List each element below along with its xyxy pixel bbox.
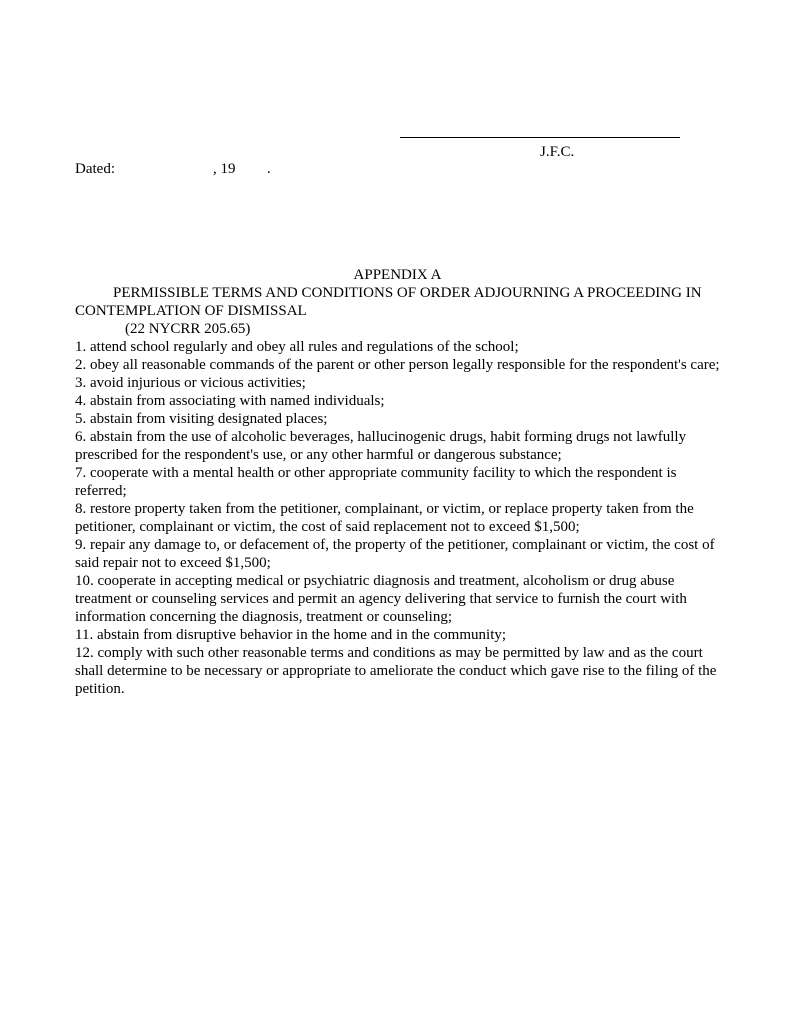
appendix-title: APPENDIX A: [353, 267, 442, 283]
list-item: 11. abstain from disruptive behavior in the home and in the community;: [75, 627, 507, 643]
list-item: 10. cooperate in accepting medical or psychiatric diagnosis and treatment, alcoholism or drug abuse treatment or counseling services and permit an agency delivering that service to furnish the court with information concerning the diagnosis, treatment or counseling;: [75, 573, 687, 625]
list-item: 7. cooperate with a mental health or other appropriate community facility to which the respondent is referred;: [75, 465, 677, 499]
signature-title: J.F.C.: [540, 144, 575, 160]
list-item: 9. repair any damage to, or defacement of, the property of the petitioner, complainant or victim, the cost of said repair not to exceed $1,500;: [75, 537, 715, 571]
dated-line: [75, 160, 271, 250]
appendix-subtitle: PERMISSIBLE TERMS AND CONDITIONS OF ORDER ADJOURNING A PROCEEDING IN CONTEMPLATION OF DISMISSAL: [75, 285, 702, 319]
signature-line: [400, 137, 680, 138]
list-item: 8. restore property taken from the petitioner, complainant, or victim, or replace property taken from the petitioner, complainant or victim, the cost of said replacement not to exceed $1,500;: [75, 501, 694, 535]
list-item: 2. obey all reasonable commands of the parent or other person legally responsible for the respondent's care;: [75, 357, 720, 373]
dated-label: Dated:: [75, 161, 115, 177]
list-item: 1. attend school regularly and obey all rules and regulations of the school;: [75, 339, 519, 355]
dated-period: .: [267, 161, 271, 177]
list-item: 4. abstain from associating with named individuals;: [75, 393, 385, 409]
dated-year: , 19: [213, 161, 236, 177]
terms-list: [75, 338, 720, 698]
list-item: 5. abstain from visiting designated places;: [75, 411, 328, 427]
list-item: 6. abstain from the use of alcoholic beverages, hallucinogenic drugs, habit forming drugs not lawfully prescribed for the respondent's use, or any other harmful or dangerous substance;: [75, 429, 687, 463]
list-item: 3. avoid injurious or vicious activities;: [75, 375, 306, 391]
appendix-citation: (22 NYCRR 205.65): [125, 321, 251, 337]
appendix-section: [75, 266, 720, 698]
list-item: 12. comply with such other reasonable terms and conditions as may be permitted by law and as the court shall determine to be necessary or appropriate to ameliorate the conduct which gave rise to the filing of the petition.: [75, 645, 717, 697]
